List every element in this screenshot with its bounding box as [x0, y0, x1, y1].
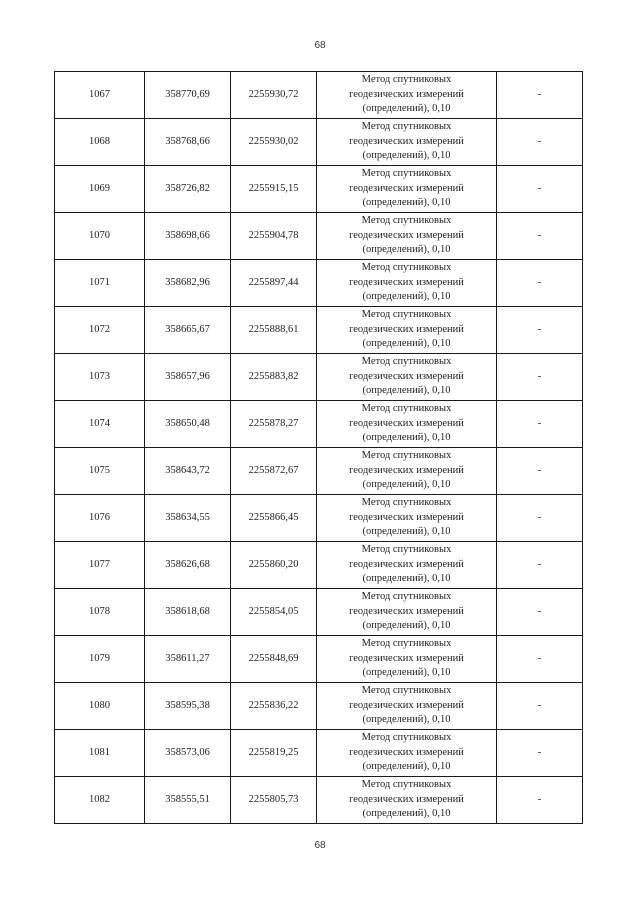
- x-coordinate-cell: 358634,55: [145, 495, 231, 542]
- note-cell: -: [497, 636, 583, 683]
- note-cell: -: [497, 589, 583, 636]
- y-coordinate-cell: 2255930,02: [231, 119, 317, 166]
- method-cell: [317, 448, 497, 495]
- y-coordinate-cell: 2255872,67: [231, 448, 317, 495]
- note-cell: -: [497, 495, 583, 542]
- method-line: (определений), 0,10: [362, 338, 451, 350]
- method-line: Метод спутниковых: [361, 544, 452, 556]
- method-line: (определений), 0,10: [362, 620, 451, 632]
- x-coordinate-cell: 358626,68: [145, 542, 231, 589]
- method-line: Метод спутниковых: [361, 450, 452, 462]
- method-line: геодезических измерений: [349, 182, 464, 194]
- y-coordinate-cell: 2255805,73: [231, 777, 317, 824]
- method-cell: [317, 683, 497, 730]
- method-cell: [317, 401, 497, 448]
- y-coordinate-cell: 2255883,82: [231, 354, 317, 401]
- note-cell: -: [497, 307, 583, 354]
- y-coordinate-cell: 2255848,69: [231, 636, 317, 683]
- method-line: (определений), 0,10: [362, 103, 451, 115]
- note-cell: -: [497, 542, 583, 589]
- y-coordinate-cell: 2255860,20: [231, 542, 317, 589]
- method-line: геодезических измерений: [349, 793, 464, 805]
- y-coordinate-cell: 2255878,27: [231, 401, 317, 448]
- y-coordinate-cell: 2255915,15: [231, 166, 317, 213]
- method-line: геодезических измерений: [349, 135, 464, 147]
- table-row: [55, 589, 583, 636]
- method-cell: [317, 730, 497, 777]
- method-line: Метод спутниковых: [361, 121, 452, 133]
- point-id-cell: 1071: [55, 260, 145, 307]
- method-line: геодезических измерений: [349, 323, 464, 335]
- x-coordinate-cell: 358682,96: [145, 260, 231, 307]
- method-line: Метод спутниковых: [361, 309, 452, 321]
- x-coordinate-cell: 358573,06: [145, 730, 231, 777]
- table-row: [55, 166, 583, 213]
- table-row: [55, 777, 583, 824]
- method-line: геодезических измерений: [349, 229, 464, 241]
- method-line: (определений), 0,10: [362, 761, 451, 773]
- method-line: Метод спутниковых: [361, 168, 452, 180]
- note-cell: -: [497, 730, 583, 777]
- method-line: Метод спутниковых: [361, 215, 452, 227]
- table-row: [55, 683, 583, 730]
- x-coordinate-cell: 358555,51: [145, 777, 231, 824]
- table-row: [55, 213, 583, 260]
- method-line: Метод спутниковых: [361, 262, 452, 274]
- method-line: (определений), 0,10: [362, 526, 451, 538]
- y-coordinate-cell: 2255897,44: [231, 260, 317, 307]
- point-id-cell: 1067: [55, 72, 145, 119]
- method-cell: [317, 636, 497, 683]
- y-coordinate-cell: 2255819,25: [231, 730, 317, 777]
- note-cell: -: [497, 213, 583, 260]
- method-cell: [317, 777, 497, 824]
- method-line: (определений), 0,10: [362, 667, 451, 679]
- point-id-cell: 1074: [55, 401, 145, 448]
- method-line: Метод спутниковых: [361, 732, 452, 744]
- method-line: геодезических измерений: [349, 558, 464, 570]
- y-coordinate-cell: 2255930,72: [231, 72, 317, 119]
- method-line: Метод спутниковых: [361, 591, 452, 603]
- method-line: (определений), 0,10: [362, 197, 451, 209]
- method-line: геодезических измерений: [349, 276, 464, 288]
- method-line: геодезических измерений: [349, 417, 464, 429]
- y-coordinate-cell: 2255888,61: [231, 307, 317, 354]
- point-id-cell: 1068: [55, 119, 145, 166]
- method-line: Метод спутниковых: [361, 356, 452, 368]
- method-line: (определений), 0,10: [362, 150, 451, 162]
- method-cell: [317, 166, 497, 213]
- x-coordinate-cell: 358595,38: [145, 683, 231, 730]
- method-line: Метод спутниковых: [361, 74, 452, 86]
- note-cell: -: [497, 166, 583, 213]
- point-id-cell: 1080: [55, 683, 145, 730]
- method-cell: [317, 589, 497, 636]
- method-line: (определений), 0,10: [362, 714, 451, 726]
- method-line: геодезических измерений: [349, 370, 464, 382]
- table-row: [55, 401, 583, 448]
- method-line: геодезических измерений: [349, 511, 464, 523]
- coordinates-table-body: [55, 72, 583, 824]
- y-coordinate-cell: 2255854,05: [231, 589, 317, 636]
- method-line: (определений), 0,10: [362, 573, 451, 585]
- method-cell: [317, 307, 497, 354]
- point-id-cell: 1069: [55, 166, 145, 213]
- point-id-cell: 1081: [55, 730, 145, 777]
- table-row: [55, 495, 583, 542]
- method-line: геодезических измерений: [349, 605, 464, 617]
- point-id-cell: 1070: [55, 213, 145, 260]
- point-id-cell: 1072: [55, 307, 145, 354]
- method-cell: [317, 213, 497, 260]
- point-id-cell: 1076: [55, 495, 145, 542]
- note-cell: -: [497, 72, 583, 119]
- x-coordinate-cell: 358618,68: [145, 589, 231, 636]
- y-coordinate-cell: 2255866,45: [231, 495, 317, 542]
- table-row: [55, 72, 583, 119]
- x-coordinate-cell: 358768,66: [145, 119, 231, 166]
- note-cell: -: [497, 354, 583, 401]
- x-coordinate-cell: 358665,67: [145, 307, 231, 354]
- x-coordinate-cell: 358650,48: [145, 401, 231, 448]
- method-cell: [317, 119, 497, 166]
- table-row: [55, 260, 583, 307]
- point-id-cell: 1078: [55, 589, 145, 636]
- point-id-cell: 1082: [55, 777, 145, 824]
- note-cell: -: [497, 260, 583, 307]
- note-cell: -: [497, 683, 583, 730]
- method-line: Метод спутниковых: [361, 779, 452, 791]
- method-line: Метод спутниковых: [361, 685, 452, 697]
- note-cell: -: [497, 777, 583, 824]
- y-coordinate-cell: 2255904,78: [231, 213, 317, 260]
- y-coordinate-cell: 2255836,22: [231, 683, 317, 730]
- page-number-bottom: 68: [314, 840, 326, 851]
- method-cell: [317, 542, 497, 589]
- method-line: геодезических измерений: [349, 699, 464, 711]
- method-line: (определений), 0,10: [362, 479, 451, 491]
- point-id-cell: 1073: [55, 354, 145, 401]
- method-line: (определений), 0,10: [362, 291, 451, 303]
- method-line: Метод спутниковых: [361, 638, 452, 650]
- table-row: [55, 119, 583, 166]
- x-coordinate-cell: 358611,27: [145, 636, 231, 683]
- method-line: геодезических измерений: [349, 652, 464, 664]
- x-coordinate-cell: 358698,66: [145, 213, 231, 260]
- note-cell: -: [497, 448, 583, 495]
- method-line: геодезических измерений: [349, 88, 464, 100]
- page-number-top: 68: [314, 40, 326, 51]
- method-cell: [317, 495, 497, 542]
- x-coordinate-cell: 358726,82: [145, 166, 231, 213]
- table-row: [55, 542, 583, 589]
- method-line: (определений), 0,10: [362, 432, 451, 444]
- method-cell: [317, 260, 497, 307]
- method-line: Метод спутниковых: [361, 403, 452, 415]
- point-id-cell: 1077: [55, 542, 145, 589]
- x-coordinate-cell: 358770,69: [145, 72, 231, 119]
- table-row: [55, 448, 583, 495]
- method-cell: [317, 354, 497, 401]
- note-cell: -: [497, 119, 583, 166]
- method-line: (определений), 0,10: [362, 808, 451, 820]
- method-line: (определений), 0,10: [362, 385, 451, 397]
- point-id-cell: 1079: [55, 636, 145, 683]
- x-coordinate-cell: 358643,72: [145, 448, 231, 495]
- table-row: [55, 307, 583, 354]
- table-row: [55, 354, 583, 401]
- method-line: геодезических измерений: [349, 746, 464, 758]
- x-coordinate-cell: 358657,96: [145, 354, 231, 401]
- method-line: (определений), 0,10: [362, 244, 451, 256]
- coordinates-table: [54, 71, 583, 824]
- method-line: Метод спутниковых: [361, 497, 452, 509]
- table-row: [55, 730, 583, 777]
- method-cell: [317, 72, 497, 119]
- table-row: [55, 636, 583, 683]
- point-id-cell: 1075: [55, 448, 145, 495]
- method-line: геодезических измерений: [349, 464, 464, 476]
- note-cell: -: [497, 401, 583, 448]
